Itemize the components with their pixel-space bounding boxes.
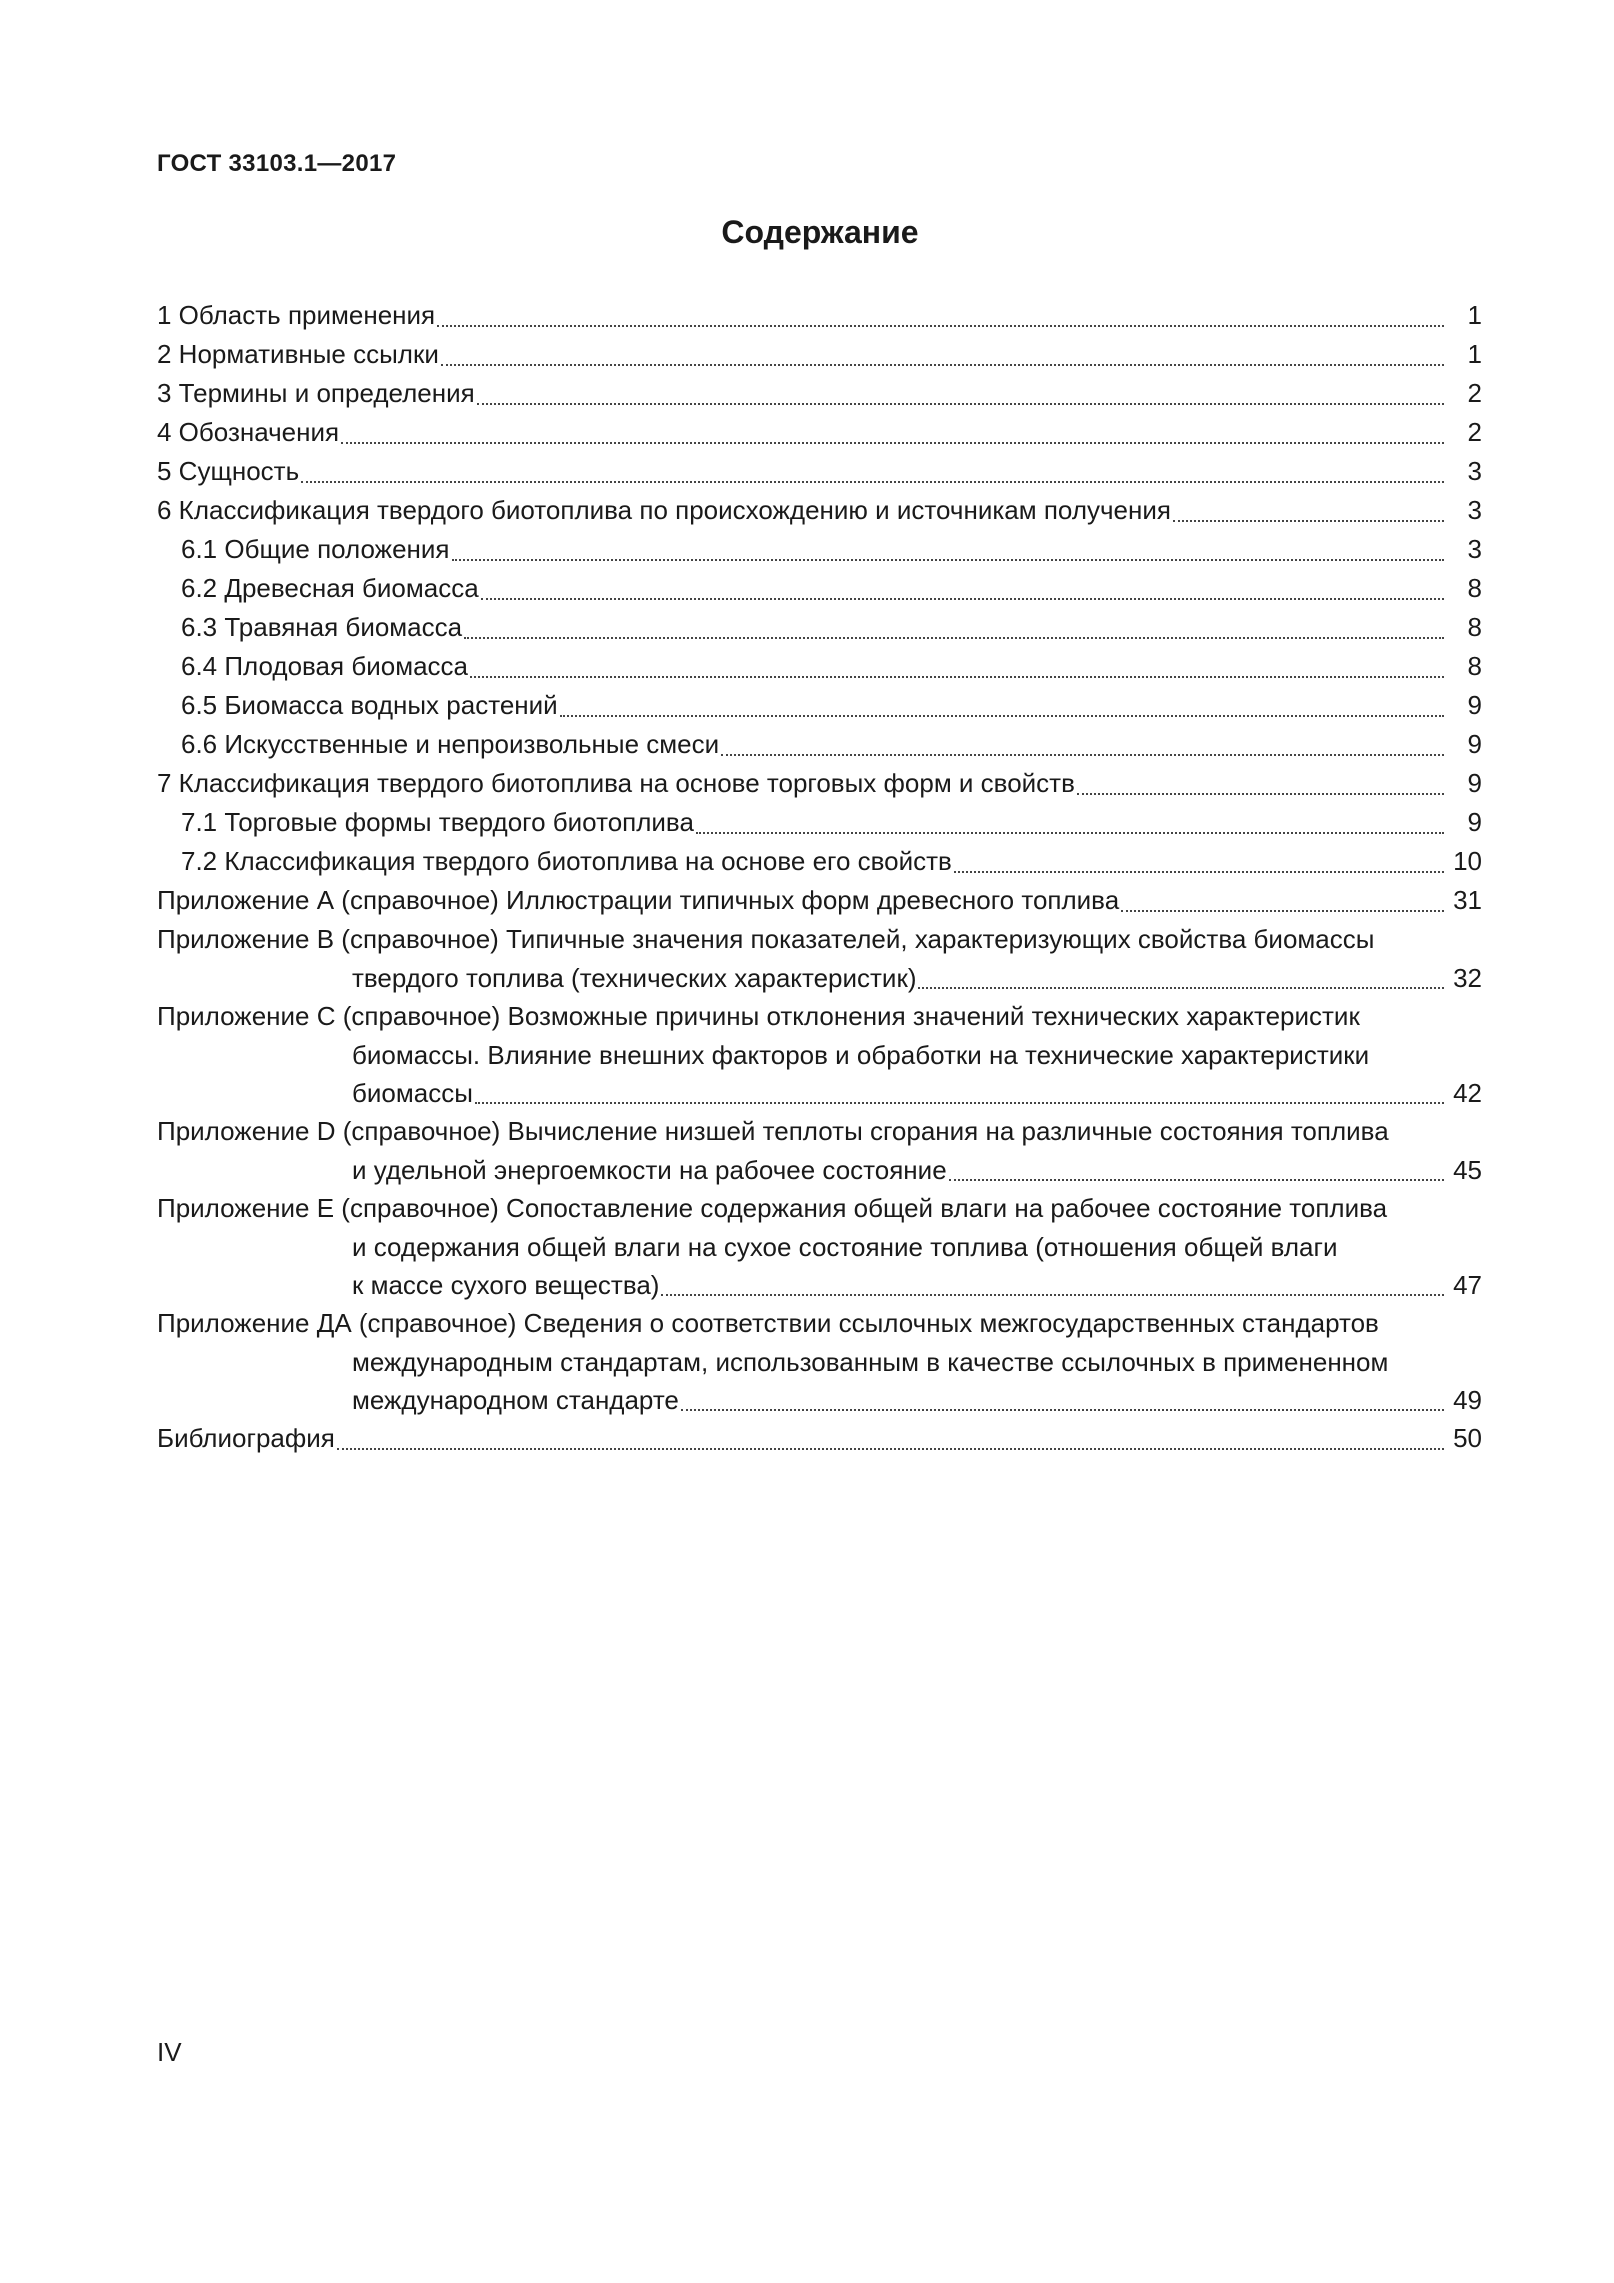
toc-entry[interactable]: [157, 1228, 1482, 1266]
dot-leader: [337, 1448, 1444, 1450]
toc-entry[interactable]: [157, 1266, 1482, 1304]
dot-leader: [1121, 910, 1444, 912]
toc-entry-title: 6.1 Общие положения: [181, 534, 450, 564]
toc-entry[interactable]: [157, 1419, 1482, 1458]
dot-leader: [949, 1179, 1444, 1181]
toc-page-number: 3: [1467, 495, 1482, 525]
toc-entry[interactable]: [157, 920, 1482, 959]
toc-page-number: 50: [1453, 1423, 1482, 1453]
dot-leader: [954, 871, 1444, 873]
toc-entry[interactable]: [157, 803, 1482, 842]
toc-entry[interactable]: [157, 997, 1482, 1036]
toc-page-number: 2: [1467, 417, 1482, 447]
toc-entry-title: 1 Область применения: [157, 300, 436, 330]
toc-entry-title: и удельной энергоемкости на рабочее состояние: [352, 1155, 947, 1185]
toc-entry[interactable]: [157, 881, 1482, 920]
toc-entry[interactable]: [157, 452, 1482, 491]
toc-entry[interactable]: [157, 374, 1482, 413]
toc-entry[interactable]: [157, 608, 1482, 647]
toc-entry-title: Приложение D (справочное) Вычисление низшей теплоты сгорания на различные состояния топлива: [157, 1116, 1389, 1146]
toc-entry[interactable]: [157, 1151, 1482, 1189]
page-title: Содержание: [721, 214, 919, 250]
toc-entry-title: биомассы. Влияние внешних факторов и обработки на технические характеристики: [352, 1040, 1370, 1070]
toc-page-number: 8: [1467, 651, 1482, 681]
toc-entry[interactable]: [157, 725, 1482, 764]
dot-leader: [661, 1294, 1444, 1296]
toc-entry[interactable]: [157, 296, 1482, 335]
toc-entry[interactable]: [157, 764, 1482, 803]
dot-leader: [696, 832, 1444, 834]
toc-entry-title: твердого топлива (технических характеристик): [352, 963, 917, 993]
dot-leader: [1173, 520, 1444, 522]
toc-page-number: 8: [1467, 612, 1482, 642]
table-of-contents: [157, 296, 1482, 1458]
toc-page-number: 47: [1453, 1270, 1482, 1300]
toc-entry[interactable]: [157, 1189, 1482, 1228]
toc-entry-title: Библиография: [157, 1423, 335, 1453]
toc-entry[interactable]: [157, 647, 1482, 686]
toc-page-number: 9: [1467, 729, 1482, 759]
toc-page-number: 45: [1453, 1155, 1482, 1185]
toc-entry[interactable]: [157, 1112, 1482, 1151]
toc-entry-title: 7.2 Классификация твердого биотоплива на основе его свойств: [181, 846, 952, 876]
toc-entry-title: 6.2 Древесная биомасса: [181, 573, 479, 603]
toc-page-number: 1: [1467, 339, 1482, 369]
dot-leader: [437, 325, 1444, 327]
toc-entry-title: международном стандарте: [352, 1385, 679, 1415]
toc-entry-title: 5 Сущность: [157, 456, 300, 486]
toc-entry-title: 7 Классификация твердого биотоплива на основе торговых форм и свойств: [157, 768, 1075, 798]
toc-entry-title: Приложение В (справочное) Типичные значения показателей, характеризующих свойства биомассы: [157, 924, 1375, 954]
toc-entry[interactable]: [157, 413, 1482, 452]
dot-leader: [470, 676, 1444, 678]
dot-leader: [721, 754, 1444, 756]
toc-entry[interactable]: [157, 842, 1482, 881]
toc-entry-title: 6.4 Плодовая биомасса: [181, 651, 468, 681]
toc-entry-title: Приложение С (справочное) Возможные причины отклонения значений технических характеристик: [157, 1001, 1360, 1031]
toc-page-number: 9: [1467, 807, 1482, 837]
toc-entry-title: Приложение ДА (справочное) Сведения о соответствии ссылочных межгосударственных стандартов: [157, 1308, 1379, 1338]
toc-page-number: 10: [1453, 846, 1482, 876]
toc-entry[interactable]: [157, 959, 1482, 997]
toc-entry-title: биомассы: [352, 1078, 473, 1108]
standard-number: ГОСТ 33103.1—2017: [157, 150, 397, 177]
toc-entry[interactable]: [157, 335, 1482, 374]
toc-entry-title: 3 Термины и определения: [157, 378, 475, 408]
dot-leader: [681, 1409, 1444, 1411]
toc-page-number: 9: [1467, 690, 1482, 720]
toc-entry-title: к массе сухого вещества): [352, 1270, 660, 1300]
toc-page-number: 3: [1467, 456, 1482, 486]
toc-page-number: 2: [1467, 378, 1482, 408]
toc-page-number: 8: [1467, 573, 1482, 603]
toc-entry-title: 4 Обозначения: [157, 417, 340, 447]
dot-leader: [477, 403, 1444, 405]
toc-entry-title: 6.6 Искусственные и непроизвольные смеси: [181, 729, 720, 759]
toc-entry-title: 6 Классификация твердого биотоплива по происхождению и источникам получения: [157, 495, 1171, 525]
toc-entry-title: Приложение Е (справочное) Сопоставление содержания общей влаги на рабочее состояние топлива: [157, 1193, 1388, 1223]
dot-leader: [341, 442, 1444, 444]
dot-leader: [464, 637, 1444, 639]
toc-entry[interactable]: [157, 569, 1482, 608]
toc-page-number: 32: [1453, 963, 1482, 993]
toc-page-number: 3: [1467, 534, 1482, 564]
toc-entry[interactable]: [157, 1343, 1482, 1381]
toc-entry-title: 2 Нормативные ссылки: [157, 339, 439, 369]
dot-leader: [475, 1102, 1444, 1104]
toc-entry[interactable]: [157, 686, 1482, 725]
dot-leader: [560, 715, 1444, 717]
toc-entry[interactable]: [157, 491, 1482, 530]
toc-entry-title: 6.3 Травяная биомасса: [181, 612, 463, 642]
toc-entry[interactable]: [157, 1381, 1482, 1419]
toc-page-number: 9: [1467, 768, 1482, 798]
toc-entry[interactable]: [157, 1036, 1482, 1074]
dot-leader: [452, 559, 1445, 561]
toc-page-number: 31: [1453, 885, 1482, 915]
dot-leader: [301, 481, 1444, 483]
toc-entry-title: и содержания общей влаги на сухое состояние топлива (отношения общей влаги: [352, 1232, 1338, 1262]
dot-leader: [441, 364, 1444, 366]
toc-entry[interactable]: [157, 530, 1482, 569]
toc-entry-title: Приложение А (справочное) Иллюстрации типичных форм древесного топлива: [157, 885, 1120, 915]
toc-entry[interactable]: [157, 1074, 1482, 1112]
dot-leader: [1077, 793, 1444, 795]
toc-page-number: 42: [1453, 1078, 1482, 1108]
dot-leader: [481, 598, 1444, 600]
page-number: IV: [157, 2037, 182, 2067]
toc-entry[interactable]: [157, 1304, 1482, 1343]
toc-page-number: 49: [1453, 1385, 1482, 1415]
toc-entry-title: 6.5 Биомасса водных растений: [181, 690, 558, 720]
dot-leader: [918, 987, 1444, 989]
toc-entry-title: 7.1 Торговые формы твердого биотоплива: [181, 807, 694, 837]
toc-entry-title: международным стандартам, использованным в качестве ссылочных в примененном: [352, 1347, 1389, 1377]
toc-page-number: 1: [1467, 300, 1482, 330]
